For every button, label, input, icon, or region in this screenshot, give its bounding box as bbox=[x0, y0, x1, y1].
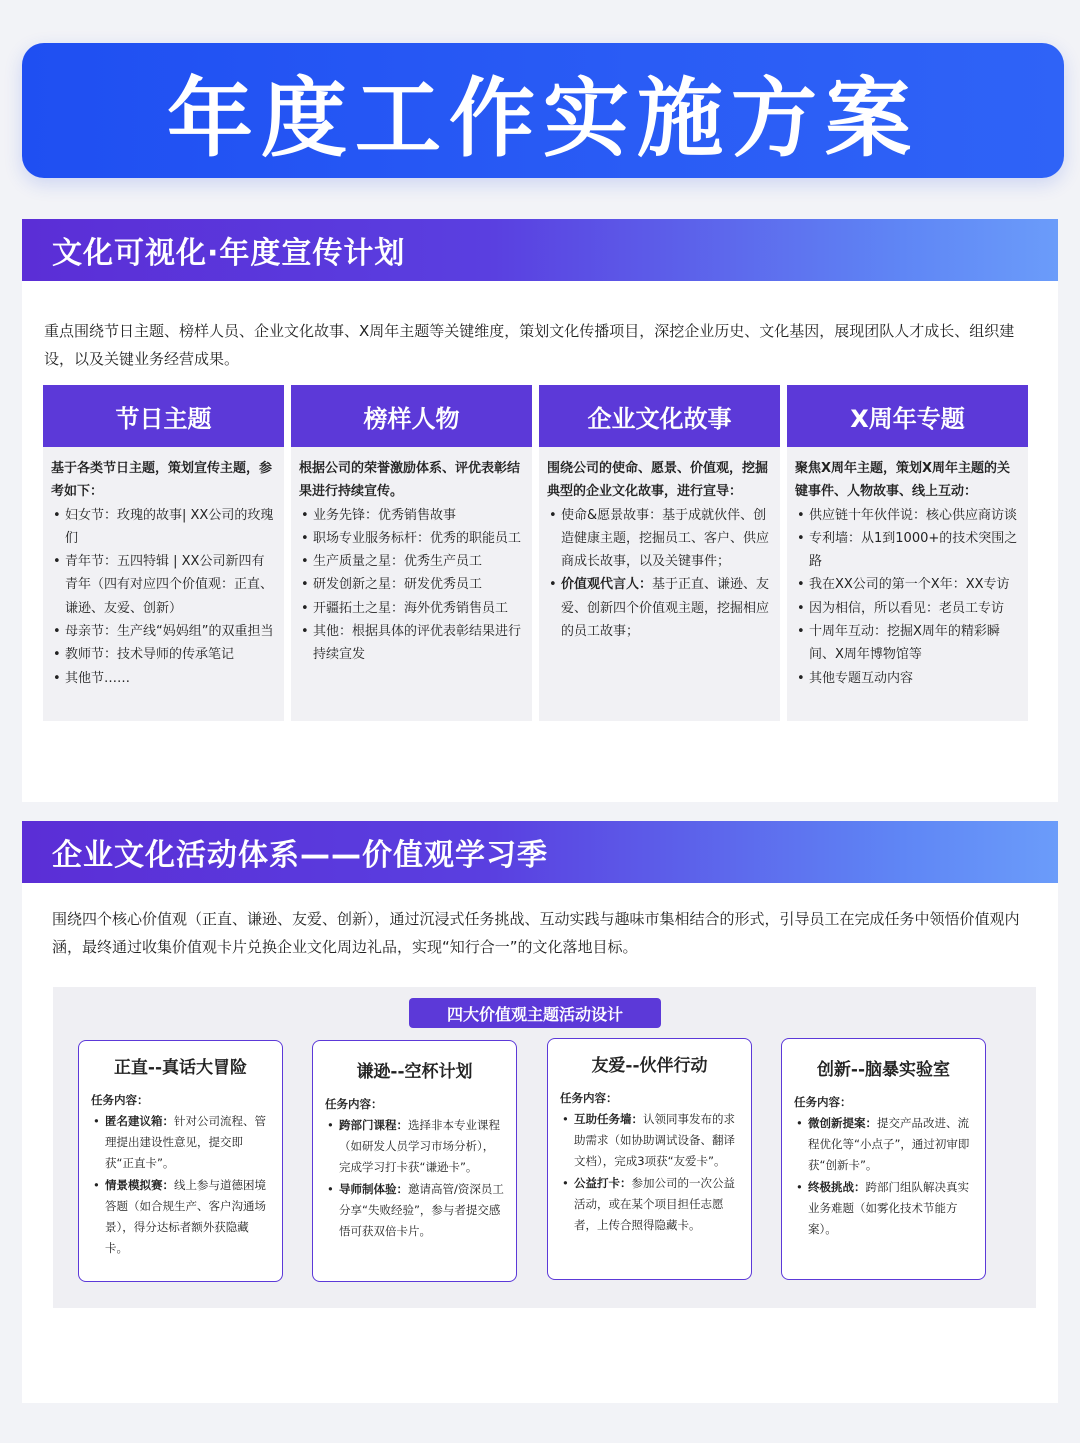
theme-card-culture-stories bbox=[539, 385, 780, 721]
activity-title: 谦逊--空杯计划 bbox=[356, 1062, 473, 1082]
task-label: 任务内容： bbox=[794, 1095, 852, 1109]
page-title: 年度工作实施方案 bbox=[167, 68, 919, 169]
section-header bbox=[22, 821, 1058, 883]
theme-card-anniversary bbox=[787, 385, 1028, 721]
activity-design-title: 四大价值观主题活动设计 bbox=[409, 998, 661, 1028]
list-item: • 其他节…… bbox=[51, 667, 274, 690]
list-item: • 业务先锋：优秀销售故事 bbox=[299, 504, 522, 527]
card-title: 榜样人物 bbox=[291, 385, 532, 447]
list-item: • 妇女节：玫瑰的故事| XX公司的玫瑰们 bbox=[51, 504, 274, 551]
list-item: • 我在XX公司的第一个X年：XX专访 bbox=[795, 573, 1018, 596]
task-label: 任务内容： bbox=[560, 1091, 618, 1105]
list-item: • 母亲节：生产线“妈妈组”的双重担当 bbox=[51, 620, 274, 643]
activity-card-humility bbox=[312, 1040, 517, 1282]
activity-card-innovation bbox=[781, 1038, 986, 1280]
card-lead: 聚焦X周年主题，策划X周年主题的关键事件、人物故事、线上互动： bbox=[795, 461, 1011, 500]
theme-card-role-models bbox=[291, 385, 532, 721]
list-item: • 职场专业服务标杆：优秀的职能员工 bbox=[299, 527, 522, 550]
list-item: • 教师节：技术导师的传承笔记 bbox=[51, 643, 274, 666]
list-item: • 匿名建议箱：针对公司流程、管理提出建设性意见，提交即获“正直卡”。 bbox=[91, 1111, 270, 1175]
section-title: 文化可视化·年度宣传计划 bbox=[52, 236, 406, 271]
section-intro: 重点围绕节日主题、榜样人员、企业文化故事、X周年主题等关键维度，策划文化传播项目，深挖企业历史、文化基因，展现团队人才成长、组织建设，以及关键业务经营成果。 bbox=[44, 322, 1015, 368]
list-item: • 开疆拓土之星：海外优秀销售员工 bbox=[299, 597, 522, 620]
list-item: • 生产质量之星：优秀生产员工 bbox=[299, 550, 522, 573]
list-item: • 公益打卡：参加公司的一次公益活动，或在某个项目担任志愿者，上传合照得隐藏卡。 bbox=[560, 1173, 739, 1237]
task-label: 任务内容： bbox=[91, 1093, 149, 1107]
list-item: • 其他：根据具体的评优表彰结果进行持续宣发 bbox=[299, 620, 522, 667]
list-item: • 其他专题互动内容 bbox=[795, 667, 1018, 690]
list-item: • 互助任务墙：认领同事发布的求助需求（如协助调试设备、翻译文档），完成3项获“友爱卡”。 bbox=[560, 1109, 739, 1173]
list-item: • 微创新提案：提交产品改进、流程优化等“小点子”，通过初审即获“创新卡”。 bbox=[794, 1113, 973, 1177]
section-annual-publicity bbox=[22, 219, 1058, 802]
title-banner bbox=[22, 43, 1064, 178]
activity-title: 友爱--伙伴行动 bbox=[591, 1056, 708, 1076]
card-lead: 基于各类节日主题，策划宣传主题，参考如下： bbox=[51, 461, 273, 500]
activity-design-box bbox=[53, 987, 1036, 1308]
list-item: • 因为相信，所以看见：老员工专访 bbox=[795, 597, 1018, 620]
list-item: • 使命&愿景故事：基于成就伙伴、创造健康主题，挖掘员工、客户、供应商成长故事，以及关键事件； bbox=[547, 504, 770, 574]
card-title: 企业文化故事 bbox=[539, 385, 780, 447]
card-lead: 根据公司的荣誉激励体系、评优表彰结果进行持续宣传。 bbox=[299, 461, 521, 500]
card-title: 节日主题 bbox=[43, 385, 284, 447]
theme-card-festival bbox=[43, 385, 284, 721]
activity-card-friendship bbox=[547, 1038, 752, 1280]
activity-title: 正直--真话大冒险 bbox=[113, 1058, 248, 1078]
list-item: • 专利墙：从1到1000+的技术突围之路 bbox=[795, 527, 1018, 574]
list-item: • 供应链十年伙伴说：核心供应商访谈 bbox=[795, 504, 1018, 527]
section-title: 企业文化活动体系——价值观学习季 bbox=[52, 838, 548, 873]
section-header bbox=[22, 219, 1058, 281]
section-value-learning-season bbox=[22, 821, 1058, 1403]
list-item: • 十周年互动：挖掘X周年的精彩瞬间、X周年博物馆等 bbox=[795, 620, 1018, 667]
list-item: • 终极挑战：跨部门组队解决真实业务难题（如雾化技术节能方案）。 bbox=[794, 1177, 973, 1241]
list-item: • 青年节：五四特辑 | XX公司新四有青年（四有对应四个价值观：正直、谦逊、友爱、创新） bbox=[51, 550, 274, 620]
list-item: • 跨部门课程：选择非本专业课程（如研发人员学习市场分析），完成学习打卡获“谦逊卡”。 bbox=[325, 1115, 504, 1179]
section-intro: 围绕四个核心价值观（正直、谦逊、友爱、创新），通过沉浸式任务挑战、互动实践与趣味市集相结合的形式，引导员工在完成任务中领悟价值观内涵，最终通过收集价值观卡片兑换企业文化周边礼品，实现“知行合一”的文化落地目标。 bbox=[52, 910, 1020, 956]
theme-cards bbox=[43, 385, 1028, 721]
list-item: • 导师制体验：邀请高管/资深员工分享“失败经验”，参与者提交感悟可获双倍卡片。 bbox=[325, 1179, 504, 1243]
task-label: 任务内容： bbox=[325, 1097, 383, 1111]
card-title: X周年专题 bbox=[787, 385, 1028, 447]
list-item: • 价值观代言人：基于正直、谦逊、友爱、创新四个价值观主题，挖掘相应的员工故事； bbox=[547, 573, 770, 643]
list-item: • 研发创新之星：研发优秀员工 bbox=[299, 573, 522, 596]
list-item: • 情景模拟赛：线上参与道德困境答题（如合规生产、客户沟通场景），得分达标者额外获隐藏卡。 bbox=[91, 1175, 270, 1260]
card-lead: 围绕公司的使命、愿景、价值观，挖掘典型的企业文化故事，进行宣导： bbox=[547, 461, 769, 500]
activity-title: 创新--脑暴实验室 bbox=[816, 1060, 951, 1080]
activity-card-integrity bbox=[78, 1040, 283, 1282]
